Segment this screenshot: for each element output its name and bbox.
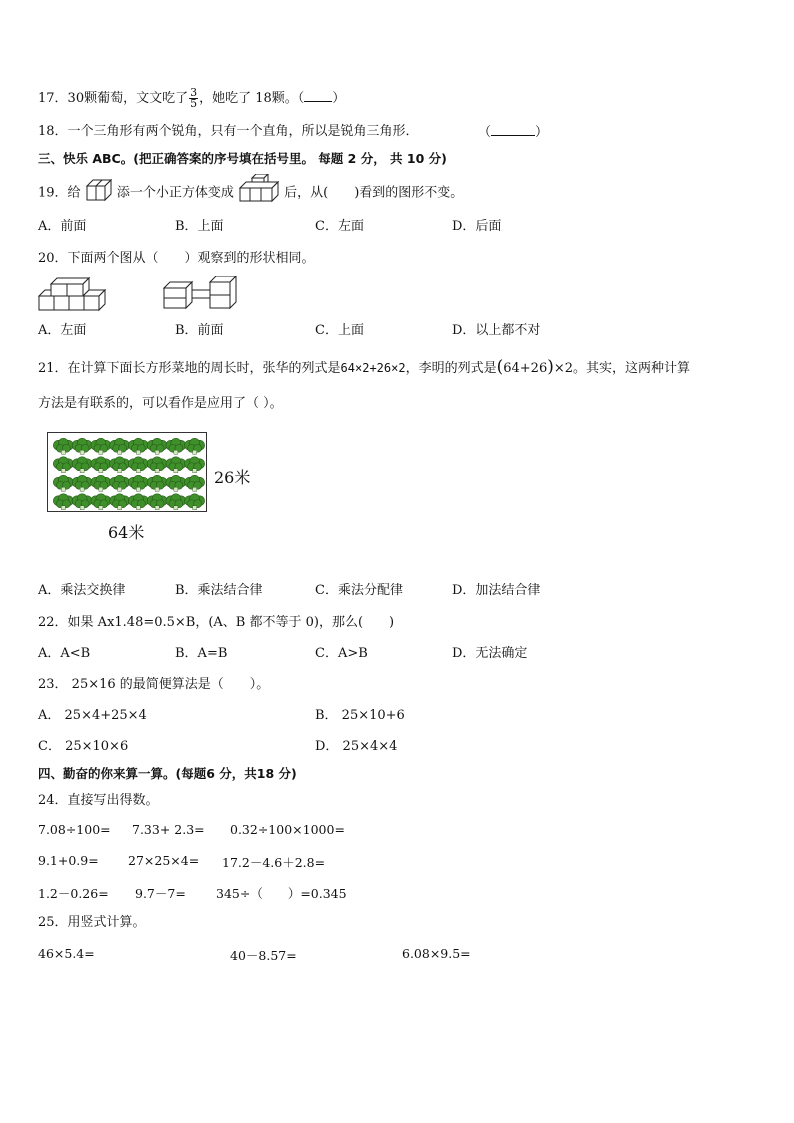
two-cube-figure [85,174,113,204]
q21-option-b[interactable]: B．乘法结合律 [175,583,263,598]
q22-option-b[interactable]: B．A=B [175,646,228,661]
q20-option-b[interactable]: B．前面 [175,323,224,338]
q17-end: ） [332,91,346,106]
cabbage-icon [91,494,111,510]
q21-prefix: 21．在计算下面长方形菜地的周长时，张华的列式是 [38,361,341,376]
q20-option-a[interactable]: A．左面 [38,323,87,338]
cabbage-icon [128,475,148,491]
question-21-line1 [38,358,690,378]
q18-text: 18．一个三角形有两个锐角，只有一个直角，所以是锐角三角形． [38,124,419,139]
cabbage-icon [53,475,73,491]
q17-answer-blank[interactable] [304,89,332,102]
cabbage-icon [185,475,205,491]
cabbage-icon [72,475,92,491]
cabbage-icon [185,438,205,454]
q25-item-2: 40－8.57= [230,948,297,963]
q20-figure-left [37,276,109,314]
field-width-label: 26米 [214,468,251,487]
cabbage-icon [110,457,130,473]
q20-option-d[interactable]: D．以上都不对 [452,323,541,338]
three-cube-figure [238,174,280,204]
q21-paren-open: ( [496,357,504,377]
cabbage-icon [91,475,111,491]
q19-option-d[interactable]: D．后面 [452,219,502,234]
question-22: 22．如果 Ax1.48=0.5×B，(A、B 都不等于 0)，那么( ) [38,615,395,630]
q23-option-a[interactable]: A． 25×4+25×4 [38,708,147,723]
q25-item-1: 46×5.4= [38,946,95,961]
q21-mid: ，李明的列式是 [405,361,497,376]
section-3-heading: 三、快乐 ABC。(把正确答案的序号填在括号里。 每题 2 分， 共 10 分) [38,151,447,166]
question-18 [38,123,419,141]
q22-option-c[interactable]: C．A>B [315,646,368,661]
cabbage-icon [166,438,186,454]
q24-item-2: 7.33+ 2.3= [132,822,205,837]
q17-prefix: 17．30颗葡萄，文文吃了 [38,91,189,106]
q24-item-3: 0.32÷100×1000= [230,822,345,837]
cabbage-icon [128,457,148,473]
cabbage-icon [128,438,148,454]
cabbage-icon [91,438,111,454]
q18-answer-blank[interactable] [491,123,535,136]
cabbage-icon [147,457,167,473]
cabbage-icon [91,457,111,473]
vegetable-field-rectangle [47,432,207,512]
question-24-title: 24．直接写出得数。 [38,793,159,808]
cabbage-icon [72,494,92,510]
cabbage-icon [166,457,186,473]
cabbage-icon [147,438,167,454]
q20-option-c[interactable]: C．上面 [315,323,364,338]
vegetable-grid [48,433,206,511]
question-20: 20．下面两个图从（ ）观察到的形状相同。 [38,251,315,266]
q21-expr-tail: ×2 [553,361,574,376]
cabbage-icon [53,438,73,454]
q23-option-b[interactable]: B． 25×10+6 [315,708,405,723]
q21-paren-close: ) [547,357,554,377]
cabbage-icon [166,475,186,491]
q23-option-c[interactable]: C． 25×10×6 [38,739,129,754]
question-19 [38,182,463,212]
q24-item-1: 7.08÷100= [38,822,111,837]
q22-option-a[interactable]: A．A<B [38,646,91,661]
q19-option-a[interactable]: A．前面 [38,219,87,234]
cabbage-icon [53,457,73,473]
cabbage-icon [147,475,167,491]
q19-prefix: 19．给 [38,185,81,201]
field-length-label: 64米 [108,523,145,542]
q19-option-b[interactable]: B．上面 [175,219,224,234]
question-25-title: 25．用竖式计算。 [38,915,146,930]
q23-option-d[interactable]: D． 25×4×4 [315,739,398,754]
q24-item-6: 17.2－4.6＋2.8= [222,855,326,870]
q24-item-9: 345÷（ ）=0.345 [216,886,347,901]
q25-item-3: 6.08×9.5= [402,946,471,961]
cabbage-icon [110,475,130,491]
q19-middle: 添一个小正方体变成 [116,185,234,201]
cabbage-icon [72,457,92,473]
q21-expr-inner: 64+26 [503,361,548,376]
cabbage-icon [128,494,148,510]
q18-paren-open: （ [478,125,492,140]
question-23: 23． 25×16 的最简便算法是（ ）。 [38,677,270,692]
cabbage-icon [147,494,167,510]
q21-option-d[interactable]: D．加法结合律 [452,583,541,598]
q24-item-8: 9.7－7= [135,886,186,901]
fraction-3-5 [189,88,198,109]
question-17 [38,88,345,109]
cabbage-icon [110,494,130,510]
cabbage-icon [185,494,205,510]
q18-paren-close: ） [535,125,549,140]
cabbage-icon [166,494,186,510]
q24-item-7: 1.2－0.26= [38,886,109,901]
cabbage-icon [185,457,205,473]
q19-suffix: 后，从( )看到的图形不变。 [284,185,464,201]
q21-option-c[interactable]: C．乘法分配律 [315,583,403,598]
q24-item-5: 27×25×4= [128,853,200,868]
q22-option-d[interactable]: D．无法确定 [452,646,528,661]
cabbage-icon [72,438,92,454]
q20-figure-right [162,276,242,314]
fraction-denominator: 5 [190,97,198,110]
cabbage-icon [53,494,73,510]
q17-suffix: ，她吃了 18颗。（ [199,91,305,106]
q19-option-c[interactable]: C．左面 [315,219,364,234]
question-21-line2: 方法是有联系的，可以看作是应用了（ ）。 [38,396,283,411]
fraction-numerator: 3 [190,86,198,99]
section-4-heading: 四、勤奋的你来算一算。(每题6 分，共18 分) [38,766,297,781]
q21-expr-zhanghua: 64×2+26×2 [340,361,406,375]
q18-answer [478,123,548,142]
q21-option-a[interactable]: A．乘法交换律 [38,583,126,598]
cabbage-icon [110,438,130,454]
q24-item-4: 9.1+0.9= [38,853,99,868]
q21-suffix: 。其实，这两种计算 [573,361,691,376]
